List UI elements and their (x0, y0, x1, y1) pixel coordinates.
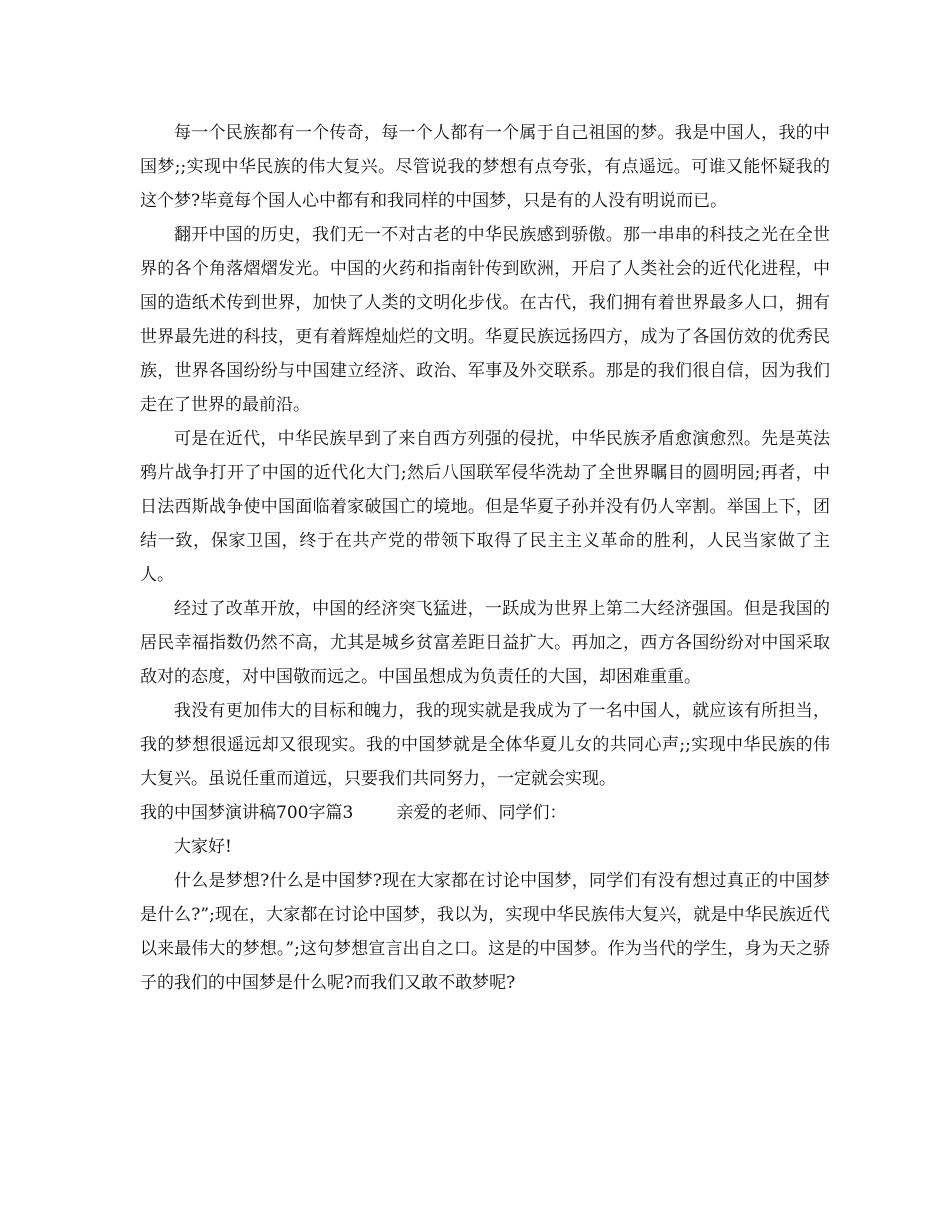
paragraph-2: 翻开中国的历史，我们无一不对古老的中华民族感到骄傲。那一串串的科技之光在全世界的各个角落熠熠发光。中国的火药和指南针传到欧洲，开启了人类社会的近代化进程，中国的造纸术传到世界，加快了人类的文明化步伐。在古代，我们拥有着世界最多人口，拥有世界最先进的科技，更有着辉煌灿烂的文明。华夏民族远扬四方，成为了各国仿效的优秀民族，世界各国纷纷与中国建立经济、政治、军事及外交联系。那是的我们很自信，因为我们走在了世界的最前沿。 (140, 225, 830, 415)
section-title: 我的中国梦演讲稿700字篇3 (140, 803, 354, 823)
salutation: 大家好! (174, 837, 232, 857)
section-heading-line (140, 796, 830, 830)
paragraph-5: 我没有更加伟大的目标和魄力，我的现实就是我成为了一名中国人，就应该有所担当，我的梦想很遥远却又很现实。我的中国梦就是全体华夏儿女的共同心声;;实现中华民族的伟大复兴。虽说任重而道远，只要我们共同努力，一定就会实现。 (140, 701, 830, 789)
paragraph-4: 经过了改革开放，中国的经济突飞猛进，一跃成为世界上第二大经济强国。但是我国的居民幸福指数仍然不高，尤其是城乡贫富差距日益扩大。再加之，西方各国纷纷对中国采取敌对的态度，对中国敬而远之。中国虽想成为负责任的大国，却困难重重。 (140, 599, 830, 687)
paragraph-1: 每一个民族都有一个传奇，每一个人都有一个属于自己祖国的梦。我是中国人，我的中国梦;;实现中华民族的伟大复兴。尽管说我的梦想有点夸张，有点遥远。可谁又能怀疑我的这个梦?毕竟每个国人心中都有和我同样的中国梦，只是有的人没有明说而已。 (140, 123, 830, 211)
document-body (140, 116, 830, 1000)
greeting: 亲爱的老师、同学们： (396, 803, 567, 823)
paragraph-3: 可是在近代，中华民族早到了来自西方列强的侵扰，中华民族矛盾愈演愈烈。先是英法鸦片战争打开了中国的近代化大门;然后八国联军侵华洗劫了全世界瞩目的圆明园;再者，中日法西斯战争使中国面临着家破国亡的境地。但是华夏子孙并没有仍人宰割。举国上下，团结一致，保家卫国，终于在共产党的带领下取得了民主主义革命的胜利，人民当家做了主人。 (140, 429, 830, 585)
paragraph-6: 什么是梦想?什么是中国梦?现在大家都在讨论中国梦，同学们有没有想过真正的中国梦是什么?”;现在，大家都在讨论中国梦，我以为，实现中华民族伟大复兴，就是中华民族近代以来最伟大的梦想。”;这句梦想宣言出自之口。这是的中国梦。作为当代的学生，身为天之骄子的我们的中国梦是什么呢?而我们又敢不敢梦呢? (140, 871, 830, 993)
